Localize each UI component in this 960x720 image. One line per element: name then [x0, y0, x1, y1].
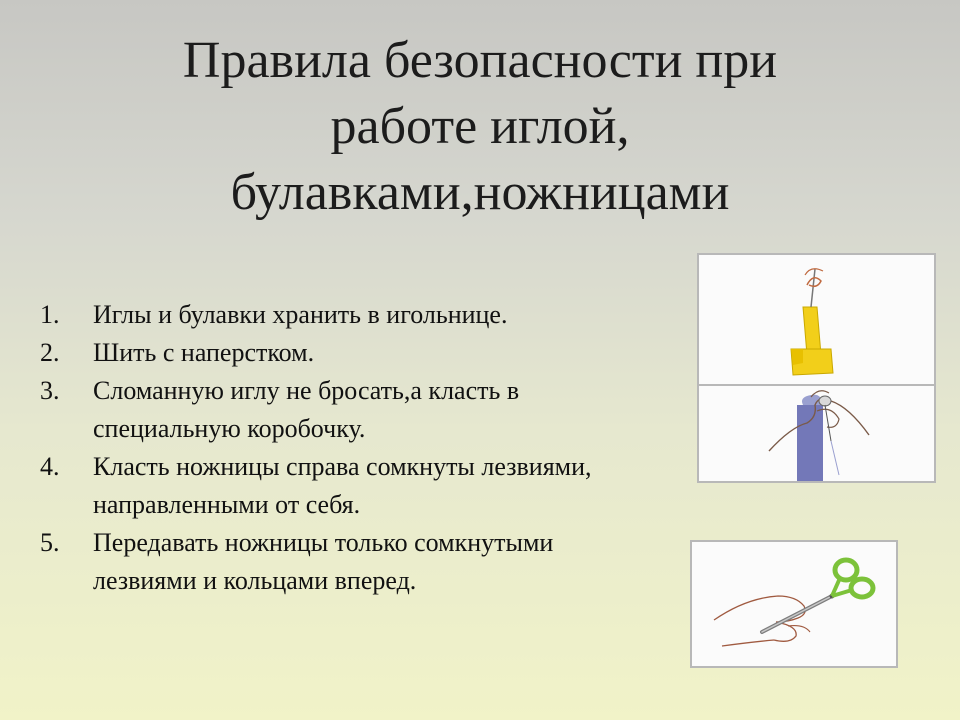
scissors-hand-icon	[692, 542, 896, 666]
rule-number: 5.	[40, 528, 60, 557]
thimble-hand-icon	[769, 391, 869, 481]
rule-text-line: Передавать ножницы только сомкнутыми	[93, 528, 554, 557]
rule-number: 4.	[40, 452, 60, 481]
rule-item-1	[40, 296, 720, 334]
rule-item-3	[40, 372, 720, 448]
rule-number: 2.	[40, 338, 60, 367]
rule-item-5	[40, 524, 720, 600]
rule-number: 1.	[40, 300, 60, 329]
rule-text-line: специальную коробочку.	[93, 414, 366, 443]
rule-text-line: лезвиями и кольцами вперед.	[93, 566, 417, 595]
slide-title	[0, 28, 960, 226]
hand-icon	[714, 596, 810, 646]
rule-number: 3.	[40, 376, 60, 405]
pincushion-icon	[791, 269, 833, 375]
title-line-3: булавками,ножницами	[230, 164, 730, 221]
rule-item-4	[40, 448, 720, 524]
title-line-1: Правила безопасности при	[182, 32, 778, 89]
scissors-passing-illustration	[690, 540, 898, 668]
needle-thimble-icon	[699, 255, 934, 481]
rule-item-2	[40, 334, 720, 372]
rule-text-line: Иглы и булавки хранить в игольнице.	[93, 300, 508, 329]
rule-text-line: Шить с наперстком.	[93, 338, 315, 367]
needle-thimble-illustration	[697, 253, 936, 483]
title-line-2: работе иглой,	[330, 98, 630, 155]
rule-text-line: Сломанную иглу не бросать,а класть в	[93, 376, 520, 405]
safety-rules-list	[40, 296, 720, 600]
rule-text-line: Класть ножницы справа сомкнуты лезвиями,	[93, 452, 592, 481]
rule-text-line: направленными от себя.	[93, 490, 361, 519]
